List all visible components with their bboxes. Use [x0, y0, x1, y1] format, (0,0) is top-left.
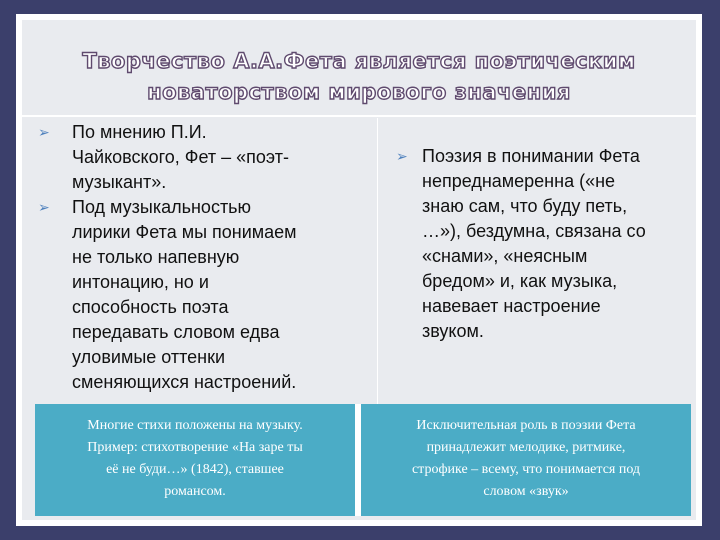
left-bullet-2-line-1: Под музыкальностью	[72, 197, 252, 217]
right-bullet-1-line-7: навевает настроение	[422, 296, 601, 316]
title-line-1: Творчество А.А.Фета является поэтическим	[82, 49, 636, 73]
box-right-line-4: словом «звук»	[483, 484, 569, 499]
box-left-line-3: её не буди…» (1842), ставшее	[106, 462, 284, 477]
arrow-bullet-icon: ➢	[38, 199, 50, 215]
left-bullet-2-line-2: лирики Фета мы понимаем	[72, 222, 297, 242]
right-bullet-1-line-5: «снами», «неясным	[422, 246, 588, 266]
left-bullet-2	[38, 195, 378, 395]
music-note-box	[35, 404, 355, 516]
slide-title	[22, 46, 696, 108]
arrow-bullet-icon: ➢	[38, 124, 50, 140]
arrow-bullet-icon: ➢	[396, 148, 408, 164]
left-bullet-1	[38, 120, 378, 195]
title-line-2: новаторством мирового значения	[147, 80, 571, 104]
right-bullet-1-line-4: …»), бездумна, связана со	[422, 221, 646, 241]
right-bullet-1-line-8: звуком.	[422, 321, 484, 341]
right-bullet-1-line-3: знаю сам, что буду петь,	[422, 196, 628, 216]
right-bullet-1-line-6: бредом» и, как музыка,	[422, 271, 618, 291]
left-bullet-1-line-3: музыкант».	[72, 172, 167, 192]
box-right-line-2: принадлежит мелодике, ритмике,	[426, 440, 626, 455]
right-bullet-list	[396, 144, 696, 344]
sound-role-box	[361, 404, 691, 516]
right-bullet-1-line-2: непреднамеренна («не	[422, 171, 616, 191]
left-bullet-1-line-1: По мнению П.И.	[72, 122, 207, 142]
left-bullet-2-line-3: не только напевную	[72, 247, 240, 267]
right-bullet-1-line-1: Поэзия в понимании Фета	[422, 146, 640, 166]
box-right-line-3: строфике – всему, что понимается под	[411, 462, 641, 477]
left-bullet-2-line-6: передавать словом едва	[72, 322, 280, 342]
left-bullet-2-line-8: сменяющихся настроений.	[72, 372, 297, 392]
box-left-line-2: Пример: стихотворение «На заре ты	[87, 440, 303, 455]
left-column	[38, 118, 378, 425]
left-bullet-1-line-2: Чайковского, Фет – «поэт-	[72, 147, 289, 167]
box-left-line-1: Многие стихи положены на музыку.	[87, 418, 303, 433]
title-divider	[22, 115, 696, 117]
box-right-line-1: Исключительная роль в поэзии Фета	[416, 418, 636, 433]
right-column	[378, 118, 696, 425]
box-left-line-4: романсом.	[164, 484, 226, 499]
left-bullet-2-line-4: интонацию, но и	[72, 272, 209, 292]
left-bullet-list	[38, 120, 378, 395]
left-bullet-2-line-5: способность поэта	[72, 297, 229, 317]
right-bullet-1	[396, 144, 696, 344]
left-bullet-2-line-7: уловимые оттенки	[72, 347, 226, 367]
